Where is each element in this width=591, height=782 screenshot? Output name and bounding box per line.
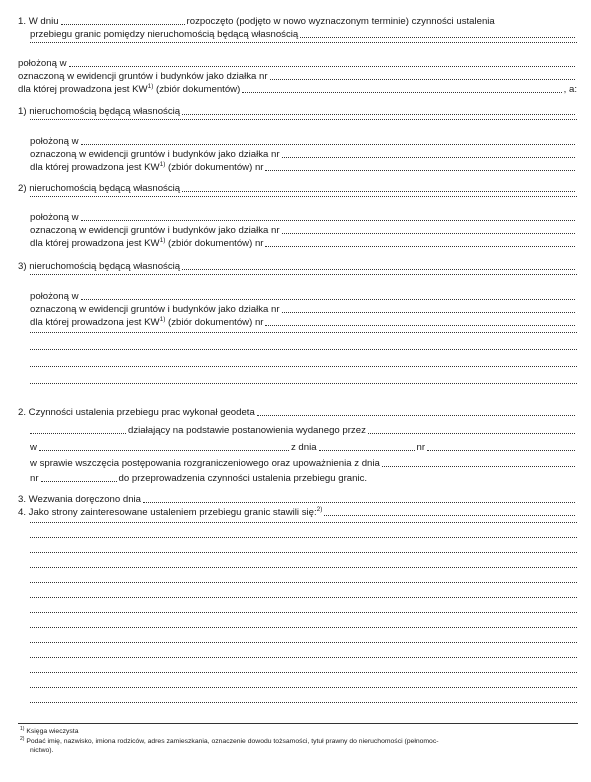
parties-blank-line[interactable] — [30, 566, 577, 571]
section2-surveyor-name-field[interactable] — [30, 432, 126, 434]
neighbor3-blank-line[interactable] — [30, 273, 577, 278]
section1-parcel-field[interactable] — [270, 78, 575, 80]
neighbor1-blank-line[interactable] — [30, 118, 577, 123]
parties-blank-line[interactable] — [30, 521, 577, 526]
neighbor3-kw-field[interactable] — [265, 324, 575, 326]
section1-line1 — [18, 16, 577, 28]
section2-line4 — [30, 458, 577, 470]
section2-line2 — [30, 425, 577, 437]
section1-owner-label: przebiegu granic pomiędzy nieruchomością będącą własnością — [30, 29, 299, 40]
neighbor3-kw-line — [30, 317, 577, 329]
neighbor1-kw-label: dla której prowadzona jest KW$^{1)}$ (zbiór dokumentów) nr — [30, 161, 264, 173]
section1-started-label: rozpoczęto (podjęto w nowo wyznaczonym terminie) czynności ustalenia — [186, 16, 495, 27]
parties-blank-line[interactable] — [30, 686, 577, 691]
notes-blank-line[interactable] — [30, 365, 577, 370]
section3-line1 — [18, 494, 577, 506]
neighbor2-blank-line[interactable] — [30, 195, 577, 200]
neighbor3-owner-field[interactable] — [182, 268, 575, 270]
footnote-divider — [18, 723, 578, 724]
section4-parties-label: 4. Jako strony zainteresowane ustaleniem przebiegu granic stawili się:$^{2)}$ — [18, 506, 323, 518]
notes-blank-line[interactable] — [30, 382, 577, 387]
neighbor3-location-line — [30, 291, 577, 303]
section4-parties-field[interactable] — [324, 514, 575, 516]
section2-place-field[interactable] — [39, 449, 289, 451]
section2-issuer-field[interactable] — [368, 432, 575, 434]
neighbor3-parcel-field[interactable] — [282, 311, 575, 313]
section2-decision-label: działający na podstawie postanowienia wydanego przez — [128, 425, 366, 436]
parties-blank-line[interactable] — [30, 656, 577, 661]
neighbor2-owner-label: 2) nieruchomością będącą własnością — [18, 183, 181, 194]
section2-line1 — [18, 407, 577, 419]
neighbor2-location-field[interactable] — [81, 219, 575, 221]
section3-summons-field[interactable] — [143, 501, 575, 503]
section2-in-label: w — [30, 442, 37, 453]
section2-surveyor-label: 2. Czynności ustalenia przebiegu prac wykonał geodeta — [18, 407, 255, 418]
parties-blank-line[interactable] — [30, 701, 577, 706]
neighbor1-owner-label: 1) nieruchomością będącą własnością — [18, 106, 181, 117]
section2-proceedings-label: w sprawie wszczęcia postępowania rozgraniczeniowego oraz upoważnienia z dnia — [30, 458, 380, 469]
neighbor2-location-line — [30, 212, 577, 224]
neighbor3-location-field[interactable] — [81, 298, 575, 300]
section4-line1 — [18, 507, 577, 519]
section1-line5 — [18, 84, 577, 96]
section1-line2 — [30, 29, 577, 41]
neighbor1-parcel-label: oznaczoną w ewidencji gruntów i budynków jako działka nr — [30, 149, 280, 160]
neighbor2-parcel-field[interactable] — [282, 232, 575, 234]
neighbor2-owner-line — [18, 183, 577, 195]
section2-nr2-field[interactable] — [41, 480, 117, 482]
section1-line4 — [18, 71, 577, 83]
neighbor2-parcel-line — [30, 225, 577, 237]
section1-kw-end: , a: — [563, 84, 577, 95]
neighbor2-location-label: położoną w — [30, 212, 79, 223]
parties-blank-line[interactable] — [30, 641, 577, 646]
section1-kw-label: dla której prowadzona jest KW$^{1)}$ (zbiór dokumentów) — [18, 83, 241, 95]
section2-line3 — [30, 442, 577, 454]
section1-date-field[interactable] — [61, 23, 185, 25]
neighbor3-location-label: położoną w — [30, 291, 79, 302]
neighbor1-parcel-line — [30, 149, 577, 161]
section1-line3 — [18, 58, 577, 70]
footnote-1: $^{1)}$ Księga wieczysta — [20, 726, 79, 735]
section2-nr2-label: nr — [30, 473, 39, 484]
notes-blank-line[interactable] — [30, 331, 577, 336]
section2-date-field[interactable] — [319, 449, 415, 451]
section2-proceedings-date-field[interactable] — [382, 465, 575, 467]
parties-blank-line[interactable] — [30, 581, 577, 586]
parties-blank-line[interactable] — [30, 536, 577, 541]
neighbor1-owner-line — [18, 106, 577, 118]
neighbor3-parcel-label: oznaczoną w ewidencji gruntów i budynków jako działka nr — [30, 304, 280, 315]
neighbor2-kw-label: dla której prowadzona jest KW$^{1)}$ (zbiór dokumentów) nr — [30, 237, 264, 249]
neighbor3-parcel-line — [30, 304, 577, 316]
neighbor3-kw-label: dla której prowadzona jest KW$^{1)}$ (zbiór dokumentów) nr — [30, 316, 264, 328]
neighbor2-kw-field[interactable] — [265, 245, 575, 247]
parties-blank-line[interactable] — [30, 671, 577, 676]
footnote-2: $^{2)}$ Podać imię, nazwisko, imiona rodziców, adres zamieszkania, oznaczenie dowodu tożsamości, tytuł prawny do nieruchomości (pełnomoc- — [20, 736, 439, 745]
section2-purpose-label: do przeprowadzenia czynności ustalenia przebiegu granic. — [118, 473, 368, 484]
parties-blank-line[interactable] — [30, 626, 577, 631]
section2-line5 — [30, 473, 577, 485]
footnote-2-cont: nictwo). — [30, 747, 54, 754]
section1-parcel-label: oznaczoną w ewidencji gruntów i budynków jako działka nr — [18, 71, 268, 82]
neighbor2-parcel-label: oznaczoną w ewidencji gruntów i budynków jako działka nr — [30, 225, 280, 236]
neighbor1-kw-field[interactable] — [265, 169, 575, 171]
neighbor3-owner-line — [18, 261, 577, 273]
neighbor1-parcel-field[interactable] — [282, 156, 575, 158]
parties-blank-line[interactable] — [30, 596, 577, 601]
section2-nr-label: nr — [416, 442, 426, 453]
section1-date-label: 1. W dniu — [18, 16, 59, 27]
parties-blank-line[interactable] — [30, 551, 577, 556]
neighbor1-location-line — [30, 136, 577, 148]
notes-blank-line[interactable] — [30, 348, 577, 353]
neighbor2-owner-field[interactable] — [182, 190, 575, 192]
section2-surveyor-field[interactable] — [257, 414, 575, 416]
section1-owner-field[interactable] — [300, 36, 575, 38]
neighbor1-kw-line — [30, 162, 577, 174]
section3-summons-label: 3. Wezwania doręczono dnia — [18, 494, 142, 505]
neighbor1-location-label: położoną w — [30, 136, 79, 147]
section1-kw-field[interactable] — [242, 91, 561, 93]
section1-location-field[interactable] — [69, 65, 575, 67]
section1-blank-line[interactable] — [30, 41, 577, 46]
neighbor1-location-field[interactable] — [81, 143, 575, 145]
section2-nr-field[interactable] — [427, 449, 575, 451]
neighbor2-kw-line — [30, 238, 577, 250]
neighbor3-owner-label: 3) nieruchomością będącą własnością — [18, 261, 181, 272]
section2-date-label: z dnia — [290, 442, 317, 453]
neighbor1-owner-field[interactable] — [182, 113, 575, 115]
section1-location-label: położoną w — [18, 58, 67, 69]
parties-blank-line[interactable] — [30, 611, 577, 616]
